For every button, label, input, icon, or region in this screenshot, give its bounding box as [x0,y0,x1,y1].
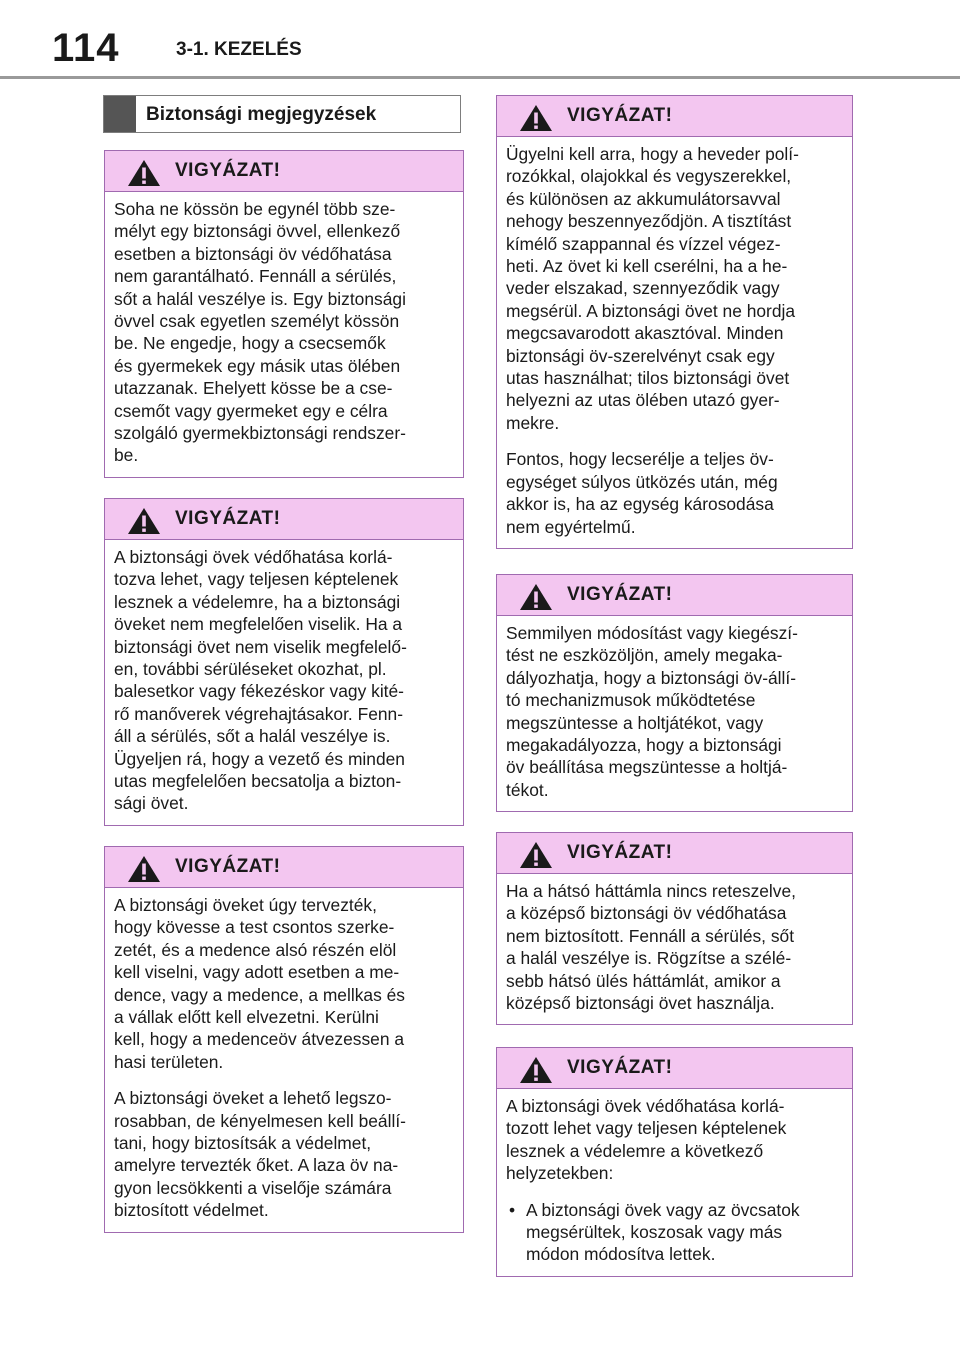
caution-body [497,137,852,548]
caution-bullet-list [506,1199,840,1266]
caution-header [497,833,852,874]
caution-box [496,1047,853,1277]
caution-box [104,846,464,1233]
caution-box [104,150,464,478]
caution-paragraph: Ha a hátsó háttámla nincs reteszelve, a középső biztonsági öv védőhatása nem biztosított. Fennáll a sérülés, sőt a halál veszélye is. Rögzítse a szélé- sebb hátsó ülés háttámlát, amikor a középső biztonsági övet használja. [506,881,796,1014]
section-title: 3-1. KEZELÉS [176,39,302,60]
caution-box [496,574,853,812]
caution-label: VIGYÁZAT! [567,105,673,126]
caution-header [497,575,852,616]
page-header [0,0,960,80]
caution-label: VIGYÁZAT! [567,1057,673,1078]
bullet-marker: • [509,1199,516,1220]
section-heading-text: Biztonsági megjegyzések [146,104,377,125]
caution-box [104,498,464,826]
caution-header [105,499,463,540]
caution-paragraph: A biztonsági övek védőhatása korlá- tozva lehet, vagy teljesen képtelenek lesznek a védelemre, ha a biztonsági öveket nem megfelelően viselik. Ha a biztonsági övet nem viselik megfelelő- en, további sérüléseket okozhat, pl. balesetkor vagy fékezéskor vagy kité- rő manőverek végrehajtásakor. Fenn- áll a sérülés, sőt a halál veszélye is. Ügyeljen rá, hogy a vezető és minden utas megfelelően becsatolja a bizton- sági övet. [114,547,407,814]
caution-label: VIGYÁZAT! [175,508,281,529]
section-heading [103,95,461,133]
caution-body [105,192,463,477]
caution-body [497,1089,852,1276]
header-divider [0,76,960,79]
caution-label: VIGYÁZAT! [567,584,673,605]
caution-header [497,96,852,137]
caution-box [496,832,853,1025]
caution-header [105,847,463,888]
caution-paragraph: A biztonsági övek védőhatása korlá- tozott lehet vagy teljesen képtelenek lesznek a védelemre a következő helyzetekben: [506,1096,787,1184]
caution-header [497,1048,852,1089]
caution-box [496,95,853,549]
caution-paragraph: Fontos, hogy lecserélje a teljes öv- egységet súlyos ütközés után, még akkor is, ha az egység károsodása nem egyértelmű. [506,449,778,537]
section-heading-bar [104,96,136,132]
caution-body [105,540,463,825]
page-number: 114 [52,26,120,70]
caution-label: VIGYÁZAT! [175,856,281,877]
caution-header [105,151,463,192]
bullet-text: A biztonsági övek vagy az övcsatok megsérültek, koszosak vagy más módon módosítva lettek. [526,1199,800,1265]
caution-label: VIGYÁZAT! [175,160,281,181]
caution-paragraph: Ügyelni kell arra, hogy a heveder polí- rozókkal, olajokkal és vegyszerekkel, és különösen az akkumulátorsavval nehogy beszennyeződjön. A tisztítást kímélő szappannal és vízzel végez- heti. Az övet ki kell cserélni, ha a he- veder elszakad, szennyeződik vagy megsérül. A biztonsági övet ne hordja megcsavarodott akasztóval. Minden biztonsági öv-szerelvényt csak egy utas használhat; tilos biztonsági övet helyezni az utas ölében utazó gyer- mekre. [506,144,799,433]
caution-body [105,888,463,1232]
caution-label: VIGYÁZAT! [567,842,673,863]
caution-paragraph: Semmilyen módosítást vagy kiegészí- tést ne eszközöljön, amely megaka- dályozhatja, hogy a biztonsági öv-állí- tó mechanizmusok működtetése megszüntesse a holtjátékot, vagy megakadályozza, hogy a biztonsági öv beállítása megszüntesse a holtjá- tékot. [506,623,798,800]
caution-paragraph: A biztonsági öveket a lehető legszo- rosabban, de kényelmesen kell beállí- tani, hogy biztosítsák a védelmet, amelyre tervezték őket. A laza öv na- gyon lecsökkenti a viselője számára biztosított védelmet. [114,1088,406,1221]
caution-body [497,874,852,1024]
caution-paragraph: Soha ne kössön be egynél több sze- mélyt egy biztonsági övvel, ellenkező esetben a biztonsági öv védőhatása nem garantálható. Fennáll a sérülés, sőt a halál veszélye is. Egy biztonsági övvel csak egyetlen személyt kössön be. Ne engedje, hogy a csecsemők és gyermekek egy másik utas ölében utazzanak. Ehelyett kösse be a cse- csemőt vagy gyermeket egy e célra szolgáló gyermekbiztonsági rendszer- be. [114,199,406,466]
caution-bullet-item [506,1199,840,1266]
caution-paragraph: A biztonsági öveket úgy tervezték, hogy kövesse a test csontos szerke- zetét, és a medence alsó részén elöl kell viselni, vagy adott esetben a me- dence, vagy a medence, a mellkas és a vállak előtt kell elvezetni. Kerülni kell, hogy a medenceöv átvezessen a hasi területen. [114,895,405,1072]
caution-body [497,616,852,811]
